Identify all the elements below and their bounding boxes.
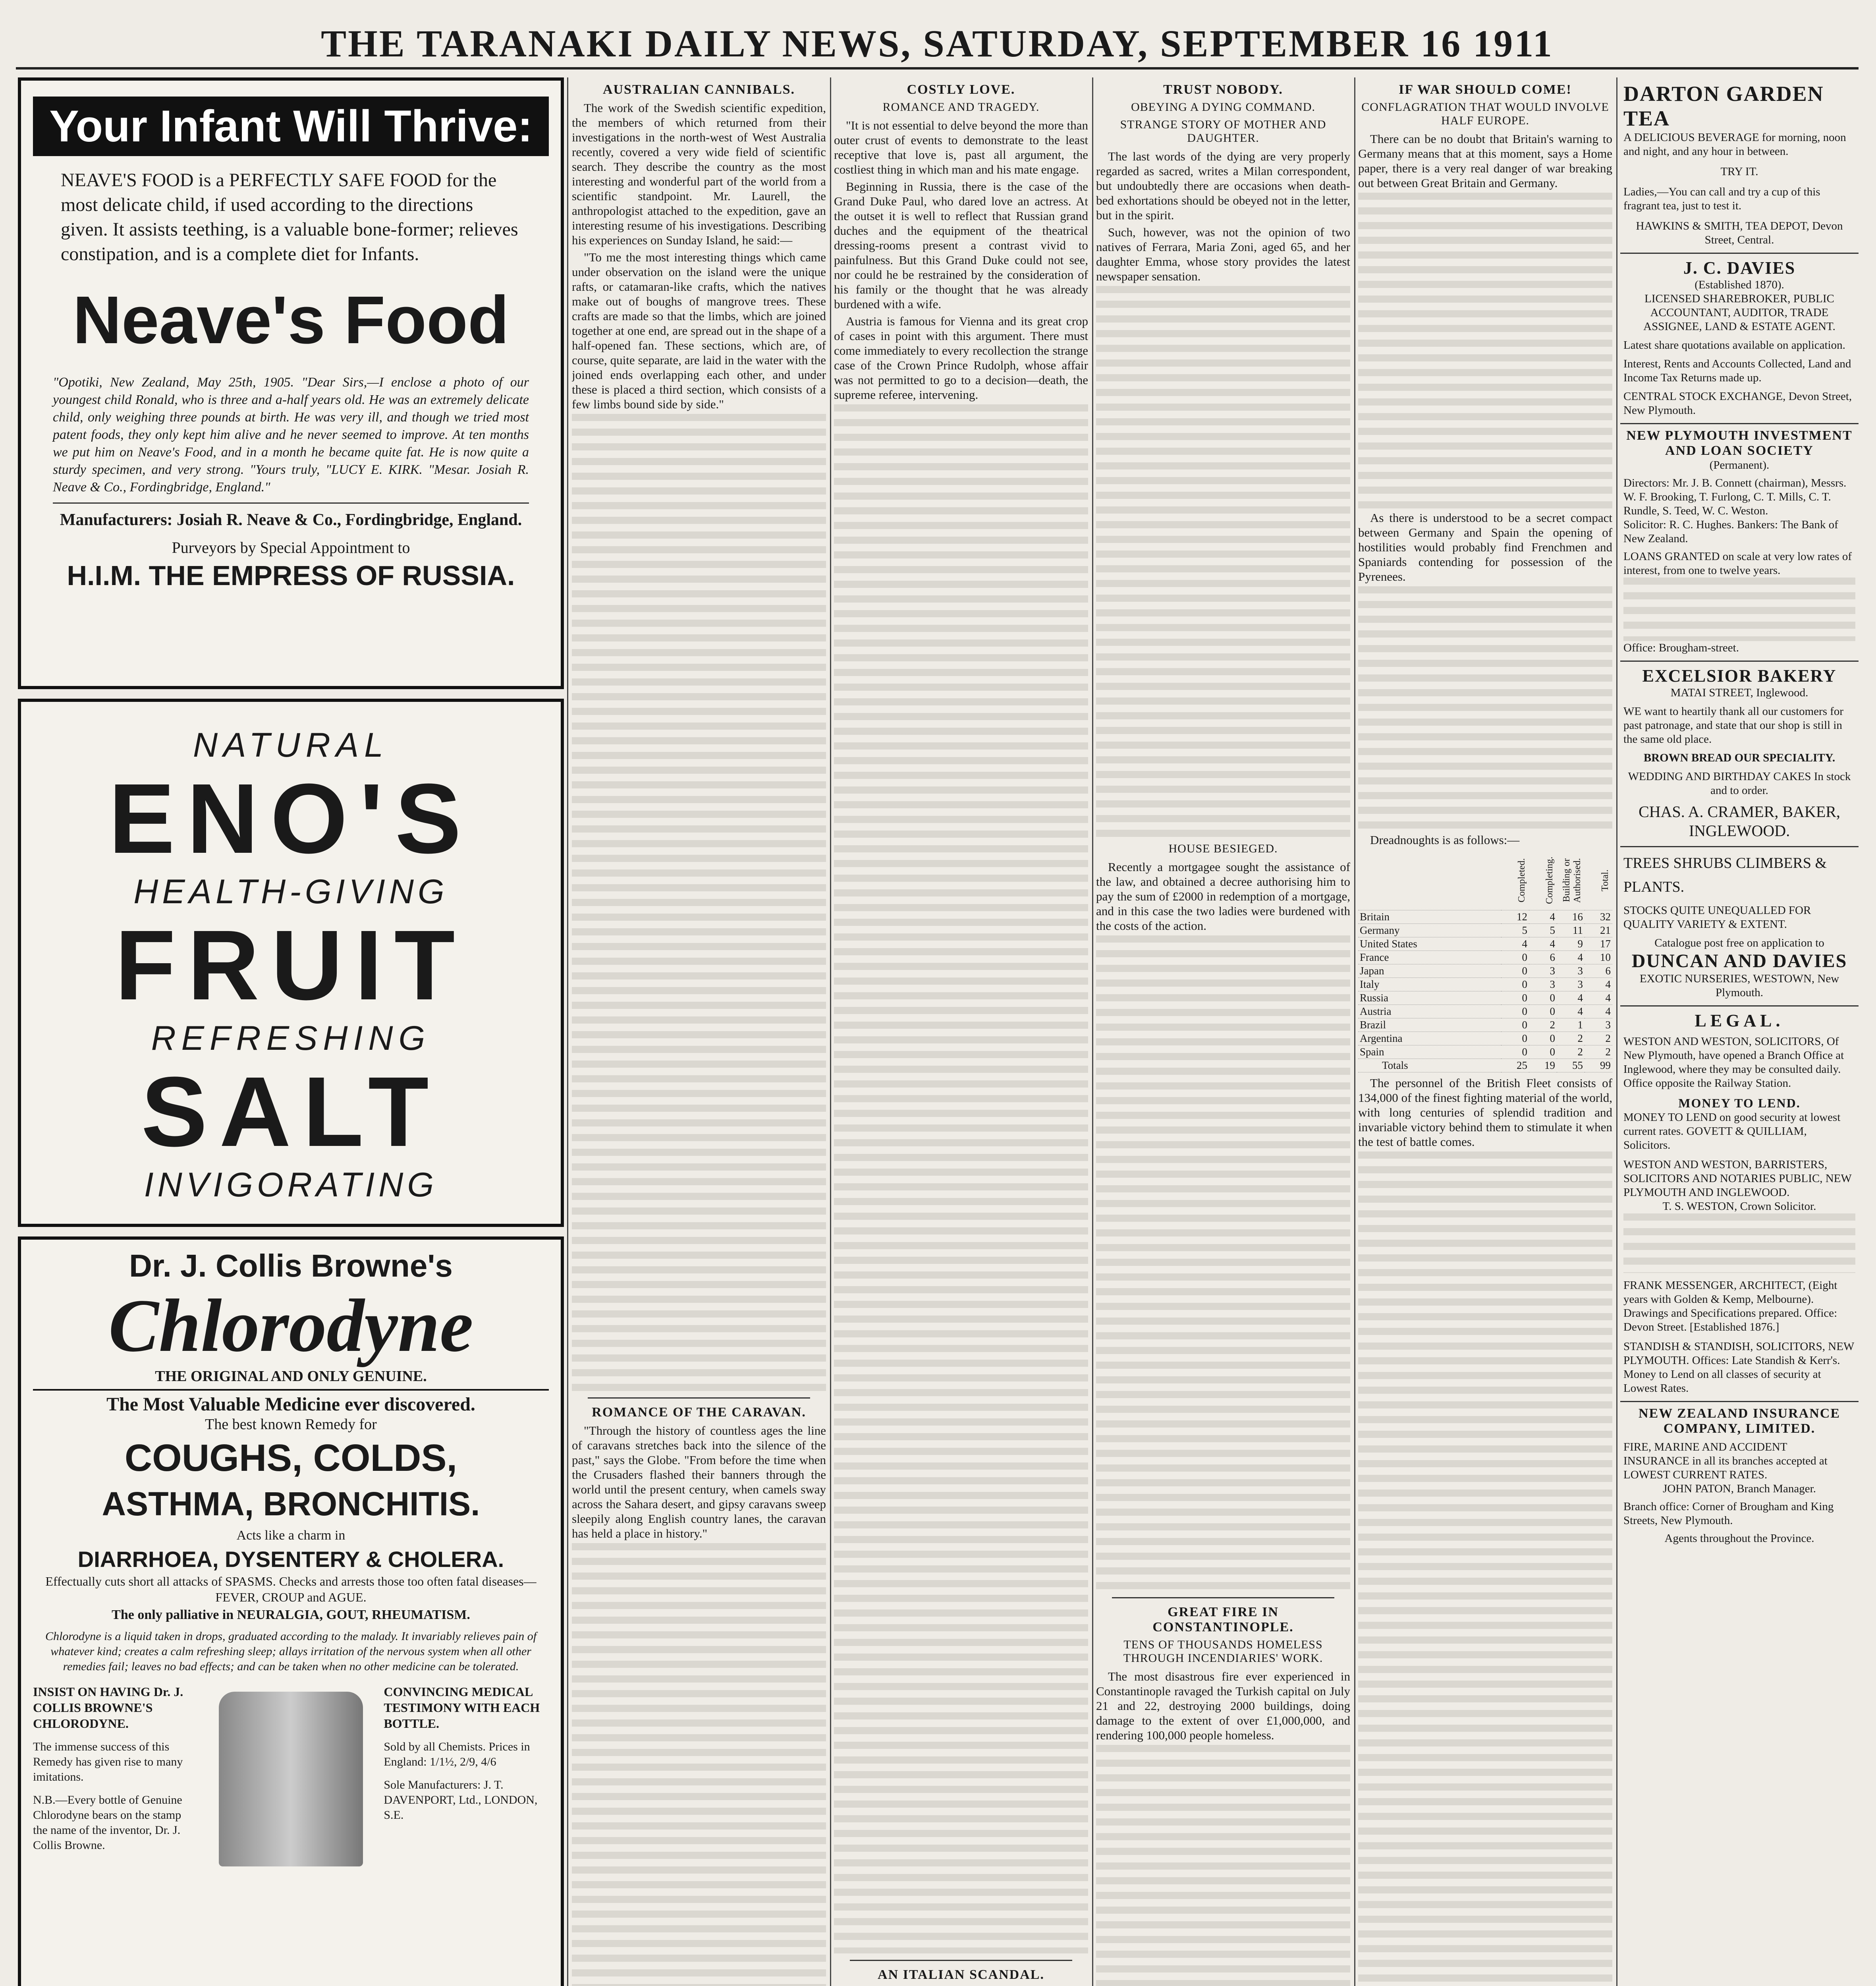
eno-fruit: FRUIT bbox=[115, 910, 467, 1020]
classified-text: Office: Brougham-street. bbox=[1623, 641, 1739, 654]
eno-brand: ENO'S bbox=[108, 763, 473, 874]
table-cell: 0 bbox=[1501, 1032, 1529, 1045]
jc-davies-advertisement bbox=[1620, 254, 1859, 424]
table-cell: 0 bbox=[1529, 1005, 1557, 1018]
chlorodyne-l8: The only palliative in NEURALGIA, GOUT, RHEUMATISM. bbox=[112, 1607, 470, 1622]
chlorodyne-right3: Sole Manufacturers: J. T. DAVENPORT, Ltd., LONDON, S.E. bbox=[384, 1778, 538, 1822]
classified-text: STOCKS QUITE UNEQUALLED FOR QUALITY VARIETY & EXTENT. bbox=[1623, 904, 1811, 931]
excelsior-bakery-advertisement bbox=[1620, 662, 1859, 847]
table-cell: France bbox=[1358, 950, 1501, 964]
classified-text: WESTON AND WESTON, SOLICITORS, Of New Plymouth, have opened a Branch Office at Inglewood, where they may be consulted daily. Office opposite the Railway Station. bbox=[1623, 1035, 1844, 1090]
table-row bbox=[1358, 923, 1612, 937]
table-row bbox=[1358, 991, 1612, 1005]
classified-text: A DELICIOUS BEVERAGE for morning, noon and night, and any hour in between. bbox=[1623, 131, 1846, 158]
table-cell: 4 bbox=[1557, 1005, 1585, 1018]
table-cell: Russia bbox=[1358, 991, 1501, 1005]
table-cell: 17 bbox=[1585, 937, 1612, 950]
article-paragraph: "It is not essential to delve beyond the more than outer crust of events to demonstrate to the least receptive that love is, past all argument, the costliest thing in which man and his mate engage. bbox=[834, 118, 1088, 176]
table-row bbox=[1358, 1018, 1612, 1032]
neave-purveyors: Purveyors by Special Appointment to bbox=[172, 539, 410, 556]
table-cell: 0 bbox=[1501, 1005, 1529, 1018]
article-paragraph: There can be no doubt that Britain's warning to Germany means that at this moment, says a Home paper, there is a very real danger of war breaking out between Great Britain and Germany. bbox=[1358, 132, 1612, 190]
classified-text: STANDISH & STANDISH, SOLICITORS, NEW PLYMOUTH. Offices: Late Standish & Kerr's. Money to Lend on all classes of security at Lowest Rates. bbox=[1623, 1340, 1854, 1395]
table-cell: 4 bbox=[1585, 1005, 1612, 1018]
classified-title: DARTON GARDEN TEA bbox=[1623, 82, 1824, 130]
article-subheadline: TENS OF THOUSANDS HOMELESS THROUGH INCENDIARIES' WORK. bbox=[1123, 1638, 1323, 1665]
table-cell: 11 bbox=[1557, 923, 1585, 937]
table-cell: Austria bbox=[1358, 1005, 1501, 1018]
news-column-2 bbox=[572, 77, 826, 1986]
advertisement-column bbox=[18, 77, 564, 1986]
table-cell: Totals bbox=[1358, 1059, 1501, 1072]
table-cell: 0 bbox=[1501, 1018, 1529, 1032]
table-cell: 0 bbox=[1501, 1045, 1529, 1059]
eno-refreshing: REFRESHING bbox=[151, 1019, 431, 1057]
classified-text: EXOTIC NURSERIES, WESTOWN, New Plymouth. bbox=[1639, 972, 1839, 999]
table-cell: 4 bbox=[1585, 978, 1612, 991]
table-cell: 16 bbox=[1557, 910, 1585, 923]
article-headline: COSTLY LOVE. bbox=[907, 82, 1015, 97]
article-subheadline: CONFLAGRATION THAT WOULD INVOLVE HALF EUROPE. bbox=[1361, 100, 1609, 127]
table-cell: 55 bbox=[1557, 1059, 1585, 1072]
chlorodyne-left1: INSIST ON HAVING Dr. J. COLLIS BROWNE'S CHLORODYNE. bbox=[33, 1685, 183, 1731]
article-subheadline: OBEYING A DYING COMMAND. bbox=[1131, 100, 1315, 114]
chlorodyne-tag: THE ORIGINAL AND ONLY GENUINE. bbox=[33, 1368, 549, 1391]
classified-text: LICENSED SHAREBROKER, PUBLIC ACCOUNTANT, AUDITOR, TRADE ASSIGNEE, LAND & ESTATE AGENT. bbox=[1643, 292, 1835, 333]
eno-invigorating: INVIGORATING bbox=[144, 1166, 438, 1204]
chlorodyne-l4: ASTHMA, BRONCHITIS. bbox=[102, 1485, 480, 1522]
neave-brand: Neave's Food bbox=[73, 282, 509, 358]
classified-text: Branch office: Corner of Brougham and King Streets, New Plymouth. bbox=[1623, 1500, 1834, 1527]
chlorodyne-l9: Chlorodyne is a liquid taken in drops, graduated according to the malady. It invariably relieves pain of whatever kind; creates a calm refreshing sleep; allays irritation of the nervous system when all other remedies fail; leaves no bad effects; and can be taken when no other medicine can be tolerated. bbox=[45, 1630, 537, 1673]
chlorodyne-right1: CONVINCING MEDICAL TESTIMONY WITH EACH BOTTLE. bbox=[384, 1685, 540, 1731]
classified-text: MONEY TO LEND on good security at lowest current rates. GOVETT & QUILLIAM, Solicitors. bbox=[1623, 1111, 1841, 1151]
table-cell: 0 bbox=[1529, 991, 1557, 1005]
article-headline: TRUST NOBODY. bbox=[1163, 82, 1283, 97]
table-cell: Britain bbox=[1358, 910, 1501, 923]
table-cell: 3 bbox=[1529, 978, 1557, 991]
table-cell: Spain bbox=[1358, 1045, 1501, 1059]
article-paragraph: The personnel of the British Fleet consists of 134,000 of the finest fighting material of the world, with long centuries of splendid tradition and invariable victory behind them to stimulate it when the test of battle comes. bbox=[1358, 1076, 1612, 1149]
table-row bbox=[1358, 978, 1612, 991]
table-cell: 19 bbox=[1529, 1059, 1557, 1072]
table-row bbox=[1358, 1005, 1612, 1018]
duncan-davies-advertisement bbox=[1620, 847, 1859, 1007]
investment-society-advertisement bbox=[1620, 424, 1859, 662]
column-header: Completed. bbox=[1501, 850, 1529, 910]
table-cell: 2 bbox=[1529, 1018, 1557, 1032]
dreadnoughts-table bbox=[1358, 850, 1612, 1072]
chlorodyne-advertisement bbox=[18, 1236, 564, 1986]
classified-text: (Permanent). bbox=[1709, 459, 1770, 471]
news-column-5 bbox=[1358, 77, 1612, 1986]
table-cell: 2 bbox=[1557, 1032, 1585, 1045]
table-cell: 6 bbox=[1529, 950, 1557, 964]
table-cell: 4 bbox=[1557, 950, 1585, 964]
article-headline: AUSTRALIAN CANNIBALS. bbox=[602, 82, 795, 97]
table-row bbox=[1358, 910, 1612, 923]
table-cell: 1 bbox=[1557, 1018, 1585, 1032]
table-cell: 2 bbox=[1557, 1045, 1585, 1059]
table-cell: Japan bbox=[1358, 964, 1501, 978]
article-paragraph: The work of the Swedish scientific expedition, the members of which returned from their investigations in the north-west of West Australia recently, covered a very wide field of scientific search. They describe the country as the most interesting and wonderful part of the world from a scientific standpoint. Mr. Laurell, the anthropologist attached to the expedition, gave an interesting resume of his investigations. Describing his experiences on Sunday Island, he said:— bbox=[572, 101, 826, 247]
chlorodyne-maker: Dr. J. Collis Browne's bbox=[129, 1248, 453, 1283]
neave-empress: H.I.M. THE EMPRESS OF RUSSIA. bbox=[67, 560, 515, 591]
classified-text: Ladies,—You can call and try a cup of this fragrant tea, just to test it. bbox=[1623, 185, 1820, 212]
classified-text: LOANS GRANTED on scale at very low rates of interest, from one to twelve years. bbox=[1623, 550, 1852, 577]
article-paragraph: The most disastrous fire ever experienced in Constantinople ravaged the Turkish capital on July 21 and 22, destroying 2000 buildings, doing damage to the extent of over £1,000,000, and rendering 100,000 people homeless. bbox=[1096, 1669, 1350, 1742]
table-cell: Brazil bbox=[1358, 1018, 1501, 1032]
column-header: Total. bbox=[1585, 850, 1612, 910]
table-cell: Italy bbox=[1358, 978, 1501, 991]
article-paragraph: The last words of the dying are very properly regarded as sacred, writes a Milan correspondent, but undoubtedly there are occasions when death-bed exhortations should be obeyed not in the letter, but in the spirit. bbox=[1096, 149, 1350, 222]
chlorodyne-l7: Effectually cuts short all attacks of SPASMS. Checks and arrests those too often fatal diseases—FEVER, CROUP and AGUE. bbox=[45, 1574, 537, 1604]
table-cell: 3 bbox=[1557, 978, 1585, 991]
classified-text: Catalogue post free on application to bbox=[1654, 937, 1824, 949]
table-cell: 4 bbox=[1585, 991, 1612, 1005]
chlorodyne-l2: The best known Remedy for bbox=[205, 1416, 377, 1433]
classified-text: TRY IT. bbox=[1720, 165, 1758, 178]
table-cell: 5 bbox=[1529, 923, 1557, 937]
table-cell: 2 bbox=[1585, 1045, 1612, 1059]
bottle-illustration bbox=[219, 1692, 363, 1866]
table-cell: 0 bbox=[1501, 991, 1529, 1005]
table-cell: 25 bbox=[1501, 1059, 1529, 1072]
neave-headline: Your Infant Will Thrive: bbox=[33, 97, 549, 156]
table-cell: 9 bbox=[1557, 937, 1585, 950]
table-cell: 0 bbox=[1529, 1032, 1557, 1045]
table-cell: 4 bbox=[1557, 991, 1585, 1005]
nz-insurance-advertisement bbox=[1620, 1402, 1859, 1551]
article-paragraph: Beginning in Russia, there is the case of the Grand Duke Paul, who dared love an actress. At the outset it is well to reflect that Russian grand duches and the equipment of the theatrical dressing-rooms present a contrast vivid to painfulness. But this Grand Duke could not see, nor could he be restrained by the consideration of his family or the thought that he was already burdened with a wife. bbox=[834, 180, 1088, 311]
article-paragraph: "To me the most interesting things which came under observation on the island were the unique rafts, or catamaran-like crafts, which the natives make out of boughs of mangrove trees. These crafts are made so that the limbs, which are joined together at one end, are spread out in the shape of a half-opened fan. These sections, which are, of course, quite separate, are laid in the water with the joined ends overlapping each other, and under these is placed a third section, which consists of a few limbs bound side by side." bbox=[572, 250, 826, 411]
chlorodyne-brand: Chlorodyne bbox=[108, 1284, 473, 1368]
newspaper-masthead: THE TARANAKI DAILY NEWS, SATURDAY, SEPTEMBER 16 1911 bbox=[16, 22, 1859, 70]
article-paragraph: Austria is famous for Vienna and its great crop of cases in point with this argument. There must come immediately to every recollection the strange case of the Crown Prince Rudolph, whose affair was not permitted to go to a decision—death, the supreme referee, intervening. bbox=[834, 314, 1088, 402]
classified-text: T. S. WESTON, Crown Solicitor. bbox=[1662, 1200, 1816, 1213]
table-cell: 5 bbox=[1501, 923, 1529, 937]
table-cell: 4 bbox=[1529, 937, 1557, 950]
table-row bbox=[1358, 1032, 1612, 1045]
table-cell: Argentina bbox=[1358, 1032, 1501, 1045]
table-cell: Germany bbox=[1358, 923, 1501, 937]
classifieds-column bbox=[1620, 77, 1859, 1986]
chlorodyne-l3: COUGHS, COLDS, bbox=[124, 1437, 457, 1479]
classified-title: NEW PLYMOUTH INVESTMENT AND LOAN SOCIETY bbox=[1626, 428, 1853, 458]
article-headline: AN ITALIAN SCANDAL. bbox=[878, 1967, 1044, 1982]
table-cell: 0 bbox=[1529, 1045, 1557, 1059]
chlorodyne-l5: Acts like a charm in bbox=[236, 1528, 345, 1543]
classified-text: BROWN BREAD OUR SPECIALITY. bbox=[1643, 752, 1835, 764]
eno-salt: SALT bbox=[141, 1056, 441, 1167]
table-cell: 0 bbox=[1501, 964, 1529, 978]
classified-title: EXCELSIOR BAKERY bbox=[1642, 666, 1837, 686]
classified-text: CENTRAL STOCK EXCHANGE, Devon Street, New Plymouth. bbox=[1623, 390, 1852, 417]
table-cell: United States bbox=[1358, 937, 1501, 950]
classified-text: CHAS. A. CRAMER, BAKER, INGLEWOOD. bbox=[1639, 803, 1840, 840]
neave-letter: "Opotiki, New Zealand, May 25th, 1905. "Dear Sirs,—I enclose a photo of our youngest child Ronald, who is three and a-half years old. He was an extremely delicate child, only weighing three pounds at birth. He was very ill, and though we tried most patent foods, they only kept him alive and he never seemed to improve. At ten months we put him on Neave's Food, and in a month he became quite fat. He is now quite a sturdy specimen, and very strong. "Yours truly, "LUCY E. KIRK. "Mesar. Josiah R. Neave & Co., Fordingbridge, England." bbox=[53, 375, 529, 495]
news-column-3 bbox=[834, 77, 1088, 1986]
article-headline: GREAT FIRE IN CONSTANTINOPLE. bbox=[1152, 1605, 1294, 1634]
chlorodyne-l1: The Most Valuable Medicine ever discovered. bbox=[106, 1394, 475, 1415]
column-header: Building or Authorised. bbox=[1557, 850, 1585, 910]
article-subheadline: STRANGE STORY OF MOTHER AND DAUGHTER. bbox=[1120, 118, 1326, 145]
article-paragraph: "Through the history of countless ages the line of caravans stretches back into the silence of the past," says the Globe. "From before the time when the Crusaders flashed their banners through the world until the present century, when camels sway across the Sahara desert, and gipsy caravans sweep sleepily along English country lanes, the caravan has held a place in history." bbox=[572, 1424, 826, 1540]
section-title: MONEY TO LEND. bbox=[1678, 1096, 1801, 1110]
table-cell: 10 bbox=[1585, 950, 1612, 964]
table-intro: Dreadnoughts is as follows:— bbox=[1370, 833, 1520, 847]
classified-text: Interest, Rents and Accounts Collected, Land and Income Tax Returns made up. bbox=[1623, 357, 1851, 384]
legal-notices bbox=[1620, 1007, 1859, 1402]
article-headline: IF WAR SHOULD COME! bbox=[1399, 82, 1572, 97]
classified-title: NEW ZEALAND INSURANCE COMPANY, LIMITED. bbox=[1638, 1406, 1840, 1436]
article-paragraph: Recently a mortgagee sought the assistance of the law, and obtained a decree authorising him to pay the sum of £2000 in redemption of a mortgage, and in this case the two ladies were burdened with the costs of the action. bbox=[1096, 860, 1350, 933]
chlorodyne-left2: The immense success of this Remedy has given rise to many imitations. bbox=[33, 1740, 183, 1783]
darton-tea-advertisement bbox=[1620, 77, 1859, 254]
table-cell: 3 bbox=[1529, 964, 1557, 978]
table-row bbox=[1358, 1045, 1612, 1059]
column-header: Completing. bbox=[1529, 850, 1557, 910]
classified-text: FRANK MESSENGER, ARCHITECT, (Eight years with Golden & Kemp, Melbourne). Drawings and Specifications prepared. Office: Devon Street. [Established 1876.] bbox=[1623, 1279, 1837, 1333]
article-paragraph: Such, however, was not the opinion of two natives of Ferrara, Maria Zoni, aged 65, and her daughter Emma, whose story provides the latest newspaper sensation. bbox=[1096, 225, 1350, 283]
eno-natural: NATURAL bbox=[193, 726, 389, 764]
table-row bbox=[1358, 964, 1612, 978]
classified-text: Agents throughout the Province. bbox=[1664, 1532, 1814, 1545]
classified-text: (Established 1870). bbox=[1695, 278, 1784, 291]
neave-manufacturers: Manufacturers: Josiah R. Neave & Co., Fordingbridge, England. bbox=[60, 511, 522, 529]
classified-text: HAWKINS & SMITH, TEA DEPOT, Devon Street, Central. bbox=[1636, 220, 1843, 246]
chlorodyne-left3: N.B.—Every bottle of Genuine Chlorodyne bears on the stamp the name of the inventor, Dr. J. Collis Browne. bbox=[33, 1793, 182, 1852]
table-cell: 12 bbox=[1501, 910, 1529, 923]
table-cell: 0 bbox=[1501, 978, 1529, 991]
table-cell: 3 bbox=[1585, 1018, 1612, 1032]
neave-lede: NEAVE'S FOOD is a PERFECTLY SAFE FOOD for the most delicate child, if used according to the directions given. It assists teething, is a valuable bone-former; relieves constipation, and is a complete diet for Infants. bbox=[61, 170, 518, 265]
neaves-food-advertisement bbox=[18, 77, 564, 689]
table-row bbox=[1358, 950, 1612, 964]
table-row bbox=[1358, 937, 1612, 950]
table-cell: 2 bbox=[1585, 1032, 1612, 1045]
article-headline: ROMANCE OF THE CARAVAN. bbox=[592, 1405, 806, 1420]
news-column-4 bbox=[1096, 77, 1350, 1986]
eno-health: HEALTH-GIVING bbox=[133, 873, 448, 911]
classified-text: Solicitor: R. C. Hughes. Bankers: The Bank of New Zealand. bbox=[1623, 518, 1838, 545]
classified-text: Latest share quotations available on application. bbox=[1623, 339, 1845, 352]
classified-text: MATAI STREET, Inglewood. bbox=[1670, 686, 1808, 699]
table-cell: 3 bbox=[1557, 964, 1585, 978]
classified-text: WESTON AND WESTON, BARRISTERS, SOLICITORS AND NOTARIES PUBLIC, NEW PLYMOUTH AND INGLEWOOD. bbox=[1623, 1158, 1852, 1199]
table-cell: 21 bbox=[1585, 923, 1612, 937]
chlorodyne-l6: DIARRHOEA, DYSENTERY & CHOLERA. bbox=[77, 1547, 504, 1572]
classified-text: Directors: Mr. J. B. Connett (chairman), Messrs. W. F. Brooking, T. Furlong, C. T. Mills, C. T. Rundle, S. Teed, W. C. Weston. bbox=[1623, 477, 1847, 517]
table-cell: 6 bbox=[1585, 964, 1612, 978]
classified-text: JOHN PATON, Branch Manager. bbox=[1663, 1482, 1816, 1495]
classified-text: TREES SHRUBS CLIMBERS & PLANTS. bbox=[1623, 855, 1827, 895]
chlorodyne-right2: Sold by all Chemists. Prices in England: 1/1½, 2/9, 4/6 bbox=[384, 1740, 530, 1768]
classified-title: DUNCAN AND DAVIES bbox=[1631, 950, 1847, 972]
article-subheadline: ROMANCE AND TRAGEDY. bbox=[882, 100, 1040, 114]
classified-title: J. C. DAVIES bbox=[1683, 258, 1796, 278]
article-paragraph: As there is understood to be a secret compact between Germany and Spain the opening of hostilities would probably find Frenchmen and Spaniards contending for possession of the Pyrenees. bbox=[1358, 511, 1612, 583]
classified-text: WEDDING AND BIRTHDAY CAKES In stock and to order. bbox=[1628, 770, 1851, 797]
classified-text: WE want to heartily thank all our customers for past patronage, and state that our shop is still in the same old place. bbox=[1623, 705, 1844, 746]
enos-fruit-salt-advertisement bbox=[18, 699, 564, 1227]
table-cell: 4 bbox=[1501, 937, 1529, 950]
classified-text: FIRE, MARINE AND ACCIDENT INSURANCE in all its branches accepted at LOWEST CURRENT RATES. bbox=[1623, 1441, 1828, 1481]
table-cell: 4 bbox=[1529, 910, 1557, 923]
table-totals-row bbox=[1358, 1059, 1612, 1072]
table-cell: 0 bbox=[1501, 950, 1529, 964]
section-title: LEGAL. bbox=[1695, 1011, 1784, 1030]
article-subheadline: HOUSE BESIEGED. bbox=[1168, 842, 1278, 855]
table-cell: 99 bbox=[1585, 1059, 1612, 1072]
table-header-row bbox=[1358, 850, 1612, 910]
table-cell: 32 bbox=[1585, 910, 1612, 923]
